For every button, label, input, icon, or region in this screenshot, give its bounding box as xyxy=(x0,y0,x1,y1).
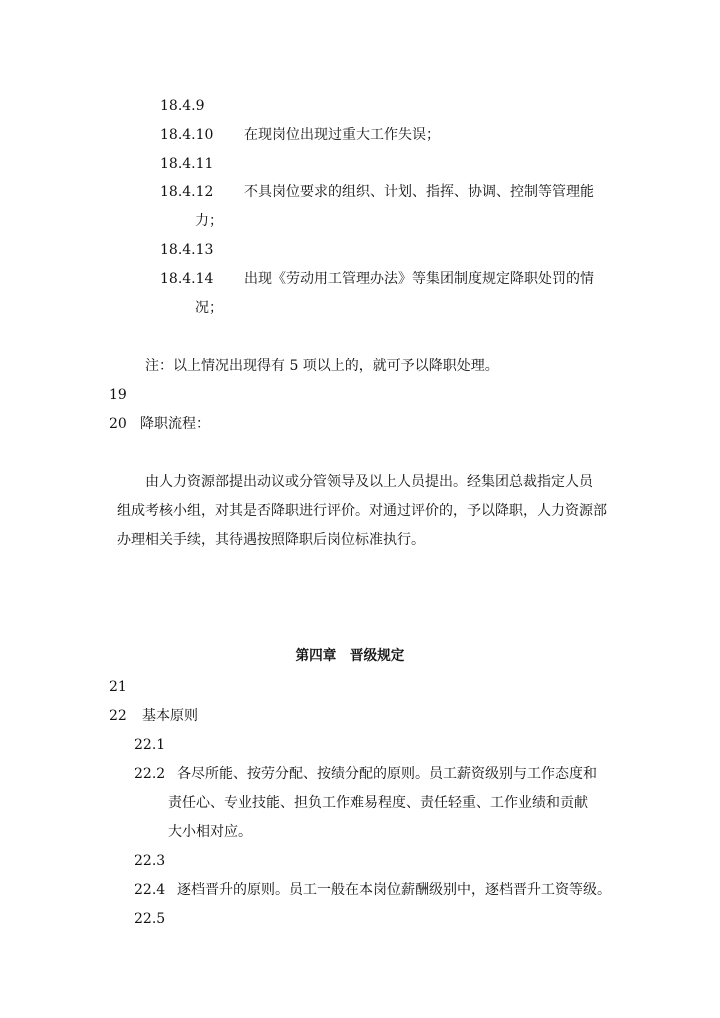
section-heading: 基本原则 xyxy=(142,708,198,724)
chapter-title: 第四章 晋级规定 xyxy=(295,648,405,664)
item-number: 22.4 xyxy=(134,882,166,898)
item-number: 18.4.10 xyxy=(160,127,214,143)
item-number: 22.5 xyxy=(134,911,166,927)
item-number: 18.4.13 xyxy=(160,242,214,258)
item-number: 22.3 xyxy=(134,853,166,869)
item-text: 各尽所能、按劳分配、按绩分配的原则。员工薪资级别与工作态度和 xyxy=(177,766,597,782)
section-number-20: 20 xyxy=(109,416,127,432)
item-text-continuation: 责任心、专业技能、担负工作难易程度、责任轻重、工作业绩和贡献 xyxy=(168,795,588,811)
item-text: 不具岗位要求的组织、计划、指挥、协调、控制等管理能 xyxy=(244,184,594,200)
section-heading: 降职流程： xyxy=(140,416,210,432)
item-text-continuation: 大小相对应。 xyxy=(168,824,252,840)
paragraph-line: 办理相关手续，其待遇按照降职后岗位标准执行。 xyxy=(117,532,425,548)
item-number: 18.4.14 xyxy=(160,271,214,287)
item-number: 18.4.9 xyxy=(160,98,205,114)
item-number: 22.2 xyxy=(134,766,166,782)
section-number-21: 21 xyxy=(109,679,127,695)
paragraph-line: 由人力资源部提出动议或分管领导及以上人员提出。经集团总裁指定人员 xyxy=(145,474,593,490)
item-text: 出现《劳动用工管理办法》等集团制度规定降职处罚的情 xyxy=(244,271,594,287)
section-number-22: 22 xyxy=(109,708,127,724)
note-text: 注：以上情况出现得有 5 项以上的，就可予以降职处理。 xyxy=(145,358,499,374)
item-text-continuation: 况； xyxy=(195,300,223,316)
item-number: 18.4.11 xyxy=(160,156,214,172)
paragraph-line: 组成考核小组，对其是否降职进行评价。对通过评价的，予以降职，人力资源部 xyxy=(117,503,607,519)
item-text-continuation: 力； xyxy=(195,213,223,229)
item-number: 22.1 xyxy=(134,737,166,753)
item-text: 在现岗位出现过重大工作失误； xyxy=(244,127,440,143)
item-number: 18.4.12 xyxy=(160,184,214,200)
section-number-19: 19 xyxy=(109,387,127,403)
item-text: 逐档晋升的原则。员工一般在本岗位薪酬级别中，逐档晋升工资等级。 xyxy=(177,882,611,898)
